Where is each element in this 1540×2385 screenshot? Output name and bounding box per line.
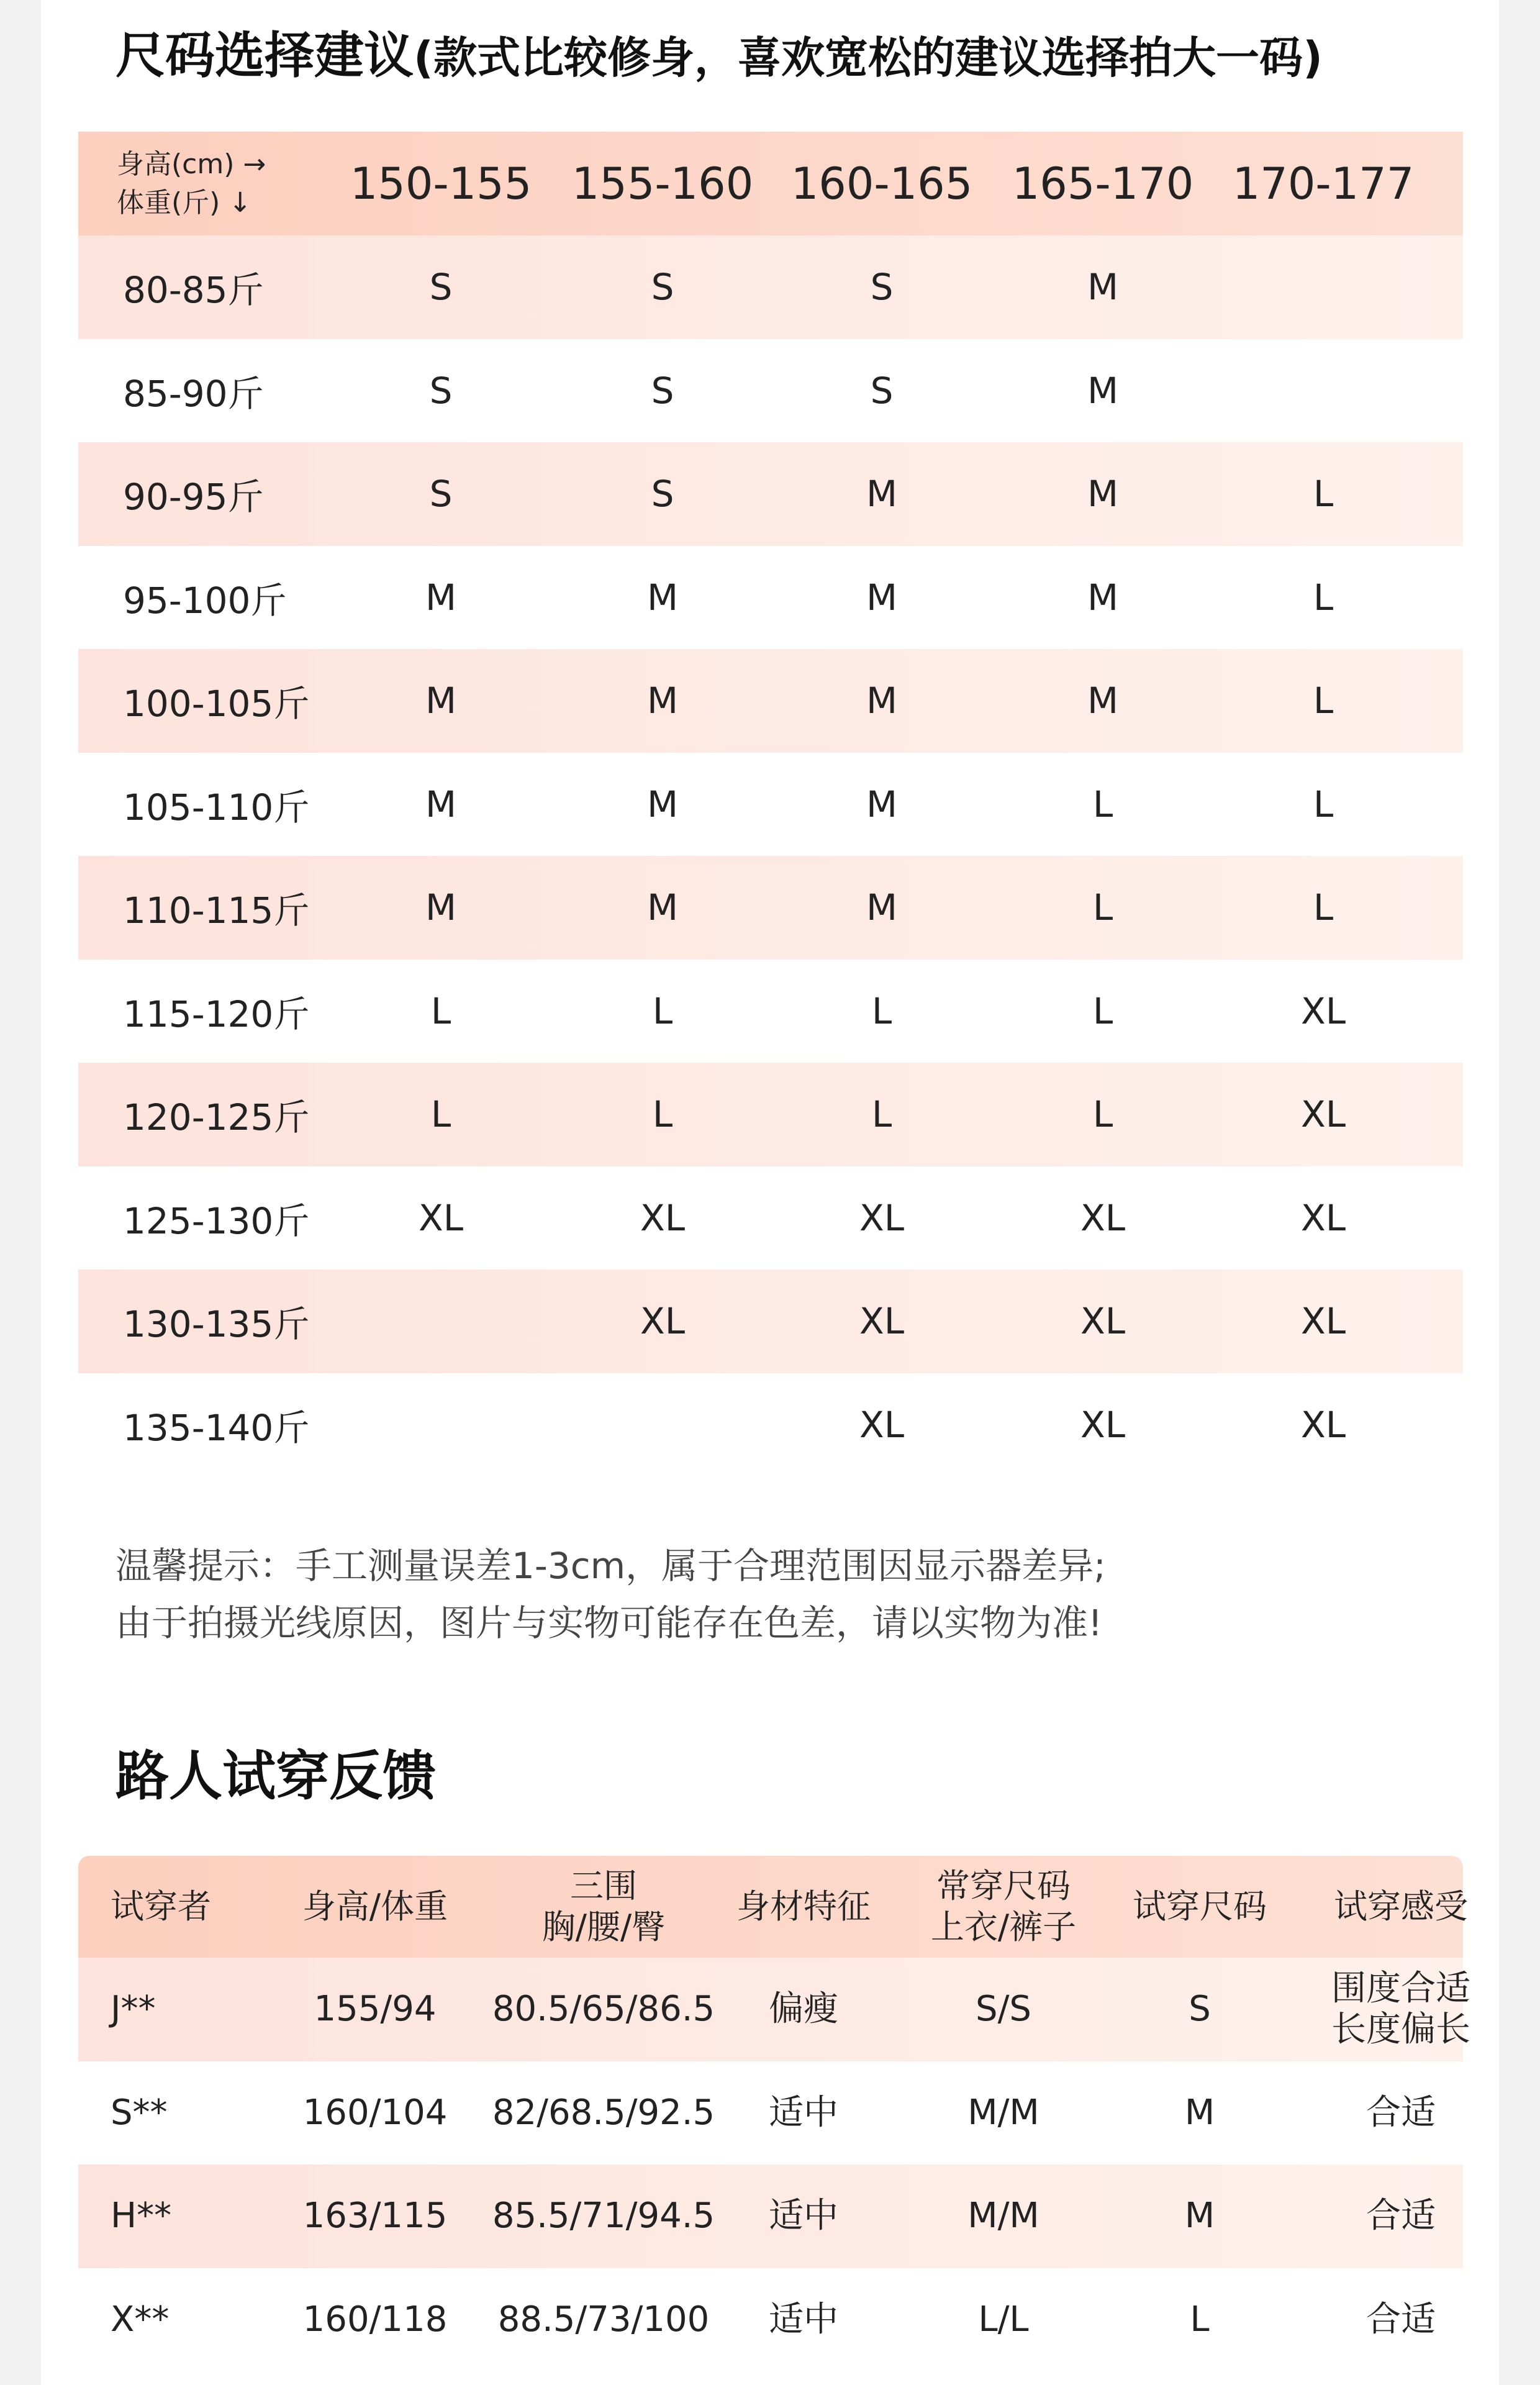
recommended-size-cell: XL xyxy=(1300,1403,1346,1446)
height-column-header: 170-177 xyxy=(1232,158,1415,209)
recommended-size-cell: L xyxy=(1092,1093,1113,1136)
height-weight-cell: 160/118 xyxy=(302,2299,448,2340)
size-recommendation-title xyxy=(116,19,1323,95)
header-usual-size-line1: 常穿尺码 xyxy=(936,1866,1071,1906)
recommended-size-cell: M xyxy=(1087,266,1119,309)
warm-tip xyxy=(116,1537,1106,1651)
tip-line: 由于拍摄光线原因，图片与实物可能存在色差，请以实物为准! xyxy=(116,1602,1103,1644)
recommended-size-cell: XL xyxy=(1300,989,1346,1032)
feedback-row xyxy=(78,2268,1463,2372)
recommended-size-cell: M xyxy=(866,576,898,619)
recommended-size-cell: M xyxy=(425,783,457,825)
recommended-size-cell: M xyxy=(425,679,457,722)
height-column-header: 165-170 xyxy=(1012,158,1194,209)
weight-range-label: 120-125斤 xyxy=(123,1096,310,1139)
usual-size-cell: L/L xyxy=(978,2299,1029,2340)
feeling-line: 合适 xyxy=(1366,2092,1436,2133)
recommended-size-cell: XL xyxy=(1300,1196,1346,1239)
size-chart-table xyxy=(78,132,1463,1476)
recommended-size-cell: M xyxy=(425,576,457,619)
size-chart-row xyxy=(78,856,1463,960)
recommended-size-cell: M xyxy=(1087,473,1119,516)
recommended-size-cell: L xyxy=(1092,886,1113,929)
height-weight-cell: 155/94 xyxy=(314,1989,437,2030)
tester-cell: S** xyxy=(111,2092,168,2133)
measurements-cell: 82/68.5/92.5 xyxy=(492,2092,715,2133)
feeling-line: 合适 xyxy=(1366,2196,1436,2237)
recommended-size-cell: M xyxy=(425,886,457,929)
recommended-size-cell: L xyxy=(1313,473,1334,516)
recommended-size-cell: M xyxy=(1087,576,1119,619)
recommended-size-cell: M xyxy=(866,886,898,929)
recommended-size-cell: L xyxy=(1092,783,1113,825)
tip-line: 温馨提示：手工测量误差1-3cm，属于合理范围因显示器差异; xyxy=(116,1545,1106,1587)
body-type-cell: 适中 xyxy=(769,2196,838,2237)
recommended-size-cell: L xyxy=(1313,886,1334,929)
feeling-cell xyxy=(1366,2165,1436,2268)
measurements-cell: 85.5/71/94.5 xyxy=(492,2196,715,2237)
recommended-size-cell: S xyxy=(651,369,674,412)
header-usual-size-line2: 上衣/裤子 xyxy=(930,1907,1077,1947)
recommended-size-cell: XL xyxy=(1080,1196,1126,1239)
header-tester xyxy=(111,1856,211,1958)
size-chart-row xyxy=(78,1166,1463,1270)
recommended-size-cell: M xyxy=(646,886,679,929)
height-column-header: 150-155 xyxy=(350,158,532,209)
feeling-line: 合适 xyxy=(1366,2299,1436,2340)
recommended-size-cell: XL xyxy=(1300,1093,1346,1136)
header-measurements-line1: 三围 xyxy=(569,1866,637,1906)
corner-weight-label: 体重(斤) ↓ xyxy=(117,187,252,219)
feedback-row xyxy=(78,2165,1463,2268)
header-trial-size xyxy=(1133,1856,1267,1958)
recommended-size-cell: M xyxy=(1087,369,1119,412)
header-height-weight-label: 身高/体重 xyxy=(302,1887,448,1926)
trial-size-cell: M xyxy=(1184,2092,1215,2133)
height-column-header: 160-165 xyxy=(790,158,973,209)
size-chart-header-row xyxy=(78,132,1463,235)
weight-range-label: 80-85斤 xyxy=(123,269,264,312)
size-chart-row xyxy=(78,1063,1463,1166)
recommended-size-cell: L xyxy=(871,989,892,1032)
size-chart-row xyxy=(78,442,1463,546)
recommended-size-cell: M xyxy=(1087,679,1119,722)
recommended-size-cell: S xyxy=(651,473,674,516)
header-trial-size-label: 试穿尺码 xyxy=(1133,1887,1267,1926)
recommended-size-cell: S xyxy=(429,473,453,516)
weight-range-label: 125-130斤 xyxy=(123,1199,310,1242)
trial-size-cell: M xyxy=(1184,2196,1215,2237)
header-measurements-line2: 胸/腰/臀 xyxy=(541,1907,666,1947)
weight-range-label: 105-110斤 xyxy=(123,786,310,829)
header-tester-label: 试穿者 xyxy=(111,1887,211,1926)
body-type-cell: 适中 xyxy=(769,2299,838,2340)
header-usual-size xyxy=(931,1856,1076,1958)
recommended-size-cell: L xyxy=(652,989,673,1032)
size-title-main: 尺码选择建议 xyxy=(116,27,414,84)
size-chart-row xyxy=(78,1270,1463,1373)
usual-size-cell: S/S xyxy=(976,1989,1031,2030)
size-title-subtitle: (款式比较修身，喜欢宽松的建议选择拍大一码) xyxy=(414,32,1323,83)
measurements-cell: 80.5/65/86.5 xyxy=(492,1989,715,2030)
page xyxy=(41,0,1499,2385)
size-chart-row xyxy=(78,339,1463,443)
size-chart-row xyxy=(78,753,1463,856)
recommended-size-cell: M xyxy=(866,679,898,722)
trial-size-cell: S xyxy=(1189,1989,1211,2030)
recommended-size-cell: L xyxy=(652,1093,673,1136)
feeling-cell xyxy=(1366,2268,1436,2372)
feeling-cell xyxy=(1331,1958,1470,2061)
header-feeling-label: 试穿感受 xyxy=(1334,1887,1468,1926)
recommended-size-cell: M xyxy=(866,473,898,516)
feedback-body xyxy=(78,1958,1470,2371)
body-type-cell: 适中 xyxy=(769,2092,838,2133)
recommended-size-cell: M xyxy=(646,576,679,619)
recommended-size-cell: XL xyxy=(859,1403,905,1446)
height-weight-cell: 160/104 xyxy=(302,2092,448,2133)
recommended-size-cell: L xyxy=(1313,783,1334,825)
usual-size-cell: M/M xyxy=(967,2196,1040,2237)
feedback-header-row xyxy=(78,1856,1468,1958)
header-body-type xyxy=(736,1856,871,1958)
recommended-size-cell: XL xyxy=(859,1196,905,1239)
recommended-size-cell: XL xyxy=(1300,1300,1346,1343)
weight-range-label: 115-120斤 xyxy=(123,993,310,1035)
size-chart-row xyxy=(78,235,1463,339)
recommended-size-cell: S xyxy=(429,369,453,412)
weight-range-label: 135-140斤 xyxy=(123,1406,310,1449)
feeling-cell xyxy=(1366,2061,1436,2165)
recommended-size-cell: XL xyxy=(640,1300,686,1343)
recommended-size-cell: S xyxy=(651,266,674,309)
tester-cell: H** xyxy=(111,2196,172,2237)
height-column-header: 155-160 xyxy=(571,158,754,209)
size-chart-body xyxy=(78,235,1463,1476)
feeling-line: 围度合适 xyxy=(1331,1968,1470,2009)
recommended-size-cell: M xyxy=(646,783,679,825)
header-height-weight xyxy=(302,1856,448,1958)
recommended-size-cell: XL xyxy=(1080,1300,1126,1343)
recommended-size-cell: XL xyxy=(418,1196,464,1239)
header-measurements xyxy=(542,1856,665,1958)
body-type-cell: 偏瘦 xyxy=(769,1989,838,2030)
tester-cell: J** xyxy=(111,1989,156,2030)
recommended-size-cell: L xyxy=(430,1093,451,1136)
recommended-size-cell: L xyxy=(871,1093,892,1136)
size-chart-corner-label xyxy=(117,145,266,222)
size-chart-row xyxy=(78,649,1463,753)
feedback-row xyxy=(78,2061,1463,2165)
size-chart-row xyxy=(78,546,1463,650)
usual-size-cell: M/M xyxy=(967,2092,1040,2133)
size-chart-row xyxy=(78,960,1463,1063)
recommended-size-cell: XL xyxy=(640,1196,686,1239)
recommended-size-cell: XL xyxy=(859,1300,905,1343)
recommended-size-cell: S xyxy=(429,266,453,309)
recommended-size-cell: M xyxy=(866,783,898,825)
recommended-size-cell: S xyxy=(870,369,894,412)
recommended-size-cell: L xyxy=(1313,576,1334,619)
recommended-size-cell: M xyxy=(646,679,679,722)
height-weight-cell: 163/115 xyxy=(302,2196,448,2237)
header-feeling xyxy=(1334,1856,1468,1958)
feedback-row xyxy=(78,1958,1470,2061)
size-chart-row xyxy=(78,1373,1463,1477)
recommended-size-cell: XL xyxy=(1080,1403,1126,1446)
trial-size-cell: L xyxy=(1190,2299,1210,2340)
measurements-cell: 88.5/73/100 xyxy=(497,2299,710,2340)
weight-range-label: 100-105斤 xyxy=(123,683,310,725)
recommended-size-cell: L xyxy=(1313,679,1334,722)
header-body-type-label: 身材特征 xyxy=(736,1887,871,1926)
recommended-size-cell: L xyxy=(1092,989,1113,1032)
weight-range-label: 85-90斤 xyxy=(123,372,264,415)
feeling-line: 长度偏长 xyxy=(1331,2009,1470,2050)
try-on-feedback-title: 路人试穿反馈 xyxy=(116,1745,436,1807)
recommended-size-cell: S xyxy=(870,266,894,309)
weight-range-label: 130-135斤 xyxy=(123,1303,310,1346)
recommended-size-cell: L xyxy=(430,989,451,1032)
weight-range-label: 95-100斤 xyxy=(123,579,287,622)
weight-range-label: 90-95斤 xyxy=(123,476,264,519)
try-on-feedback-table xyxy=(78,1856,1470,2371)
corner-height-label: 身高(cm) → xyxy=(117,148,266,180)
weight-range-label: 110-115斤 xyxy=(123,889,310,932)
tester-cell: X** xyxy=(111,2299,170,2340)
